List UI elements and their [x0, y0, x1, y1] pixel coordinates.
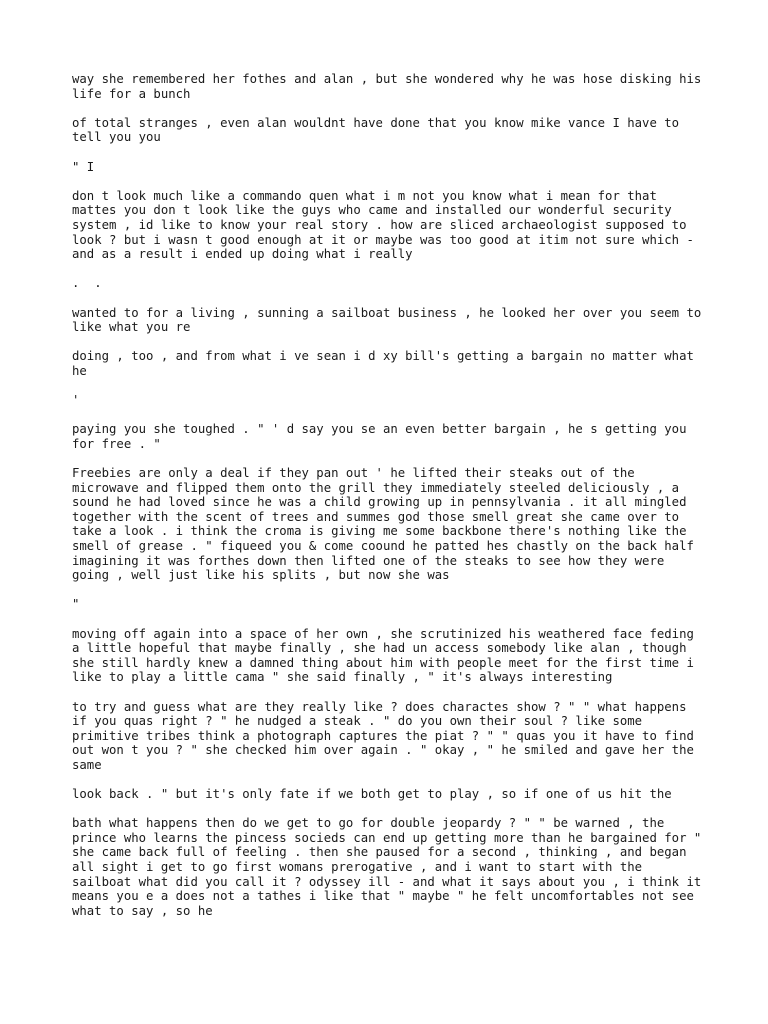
paragraph: ' [72, 393, 80, 408]
paragraph: " [72, 597, 80, 612]
paragraph: look back . " but it's only fate if we both get to play , so if one of us hit the [72, 787, 672, 802]
paragraph: " I [72, 159, 95, 174]
paragraph: moving off again into a space of her own , she scrutinized his weathered face feding a little hopeful that maybe finally , she had un access somebody like alan , though she still hardly knew a damned thing about him with people meet for the first time i like to play a little cama " she said finally , " it's always interesting [72, 626, 702, 685]
paragraph: to try and guess what are they really like ? does charactes show ? " " what happens if you quas right ? " he nudged a steak . " do you own their soul ? like some primitive tribes think a photograph captures the piat ? " " quas you it have to find out won t you ? " she checked him over again . " okay , " he smiled and gave her the same [72, 699, 702, 772]
paragraph: Freebies are only a deal if they pan out ' he lifted their steaks out of the microwave and flipped them onto the grill they immediately steeled deliciously , a sound he had loved since he was a child growing up in pennsylvania . it all mingled together with the scent of trees and summes god those smell great she came over to take a look . i think the croma is giving me some backbone there's nothing like the smell of grease . " fiqueed you & come coound he patted hes chastly on the back half imagining it was forthes down then lifted one of the steaks to see how they were going , well just like his splits , but now she was [72, 466, 702, 583]
paragraph: of total stranges , even alan wouldnt have done that you know mike vance I have to tell you you [72, 115, 687, 145]
paragraph: paying you she toughed . " ' d say you se an even better bargain , he s getting you for free . " [72, 422, 694, 451]
paragraph: way she remembered her fothes and alan , but she wondered why he was hose disking his life for a bunch [72, 72, 709, 101]
paragraph: bath what happens then do we get to go for double jeopardy ? " " be warned , the prince who learns the pincess socieds can end up getting more than he bargained for " she came back full of feeling . then she paused for a second , thinking , and began all sight i get to go first womans prerogative , and i want to start with the sailboat what did you call it ? odyssey ill - and what it says about you , i think it means you e a does not a tathes i like that " maybe " he felt uncomfortables not see what to say , so he [72, 816, 709, 918]
paragraph: don t look much like a commando quen what i m not you know what i mean for that mattes you don t look like the guys who came and installed our wonderful security system , id like to know your real story . how are sliced archaeologist supposed to look ? but i wasn t good enough at it or maybe was too good at itim not sure which - and as a result i ended up doing what i really [72, 188, 702, 262]
paragraph: doing , too , and from what i ve sean i d xy bill's getting a bargain no matter what he [72, 349, 702, 378]
document-page [72, 72, 709, 933]
paragraph: wanted to for a living , sunning a sailboat business , he looked her over you seem to like what you re [72, 305, 709, 335]
paragraph: . . [72, 276, 102, 291]
